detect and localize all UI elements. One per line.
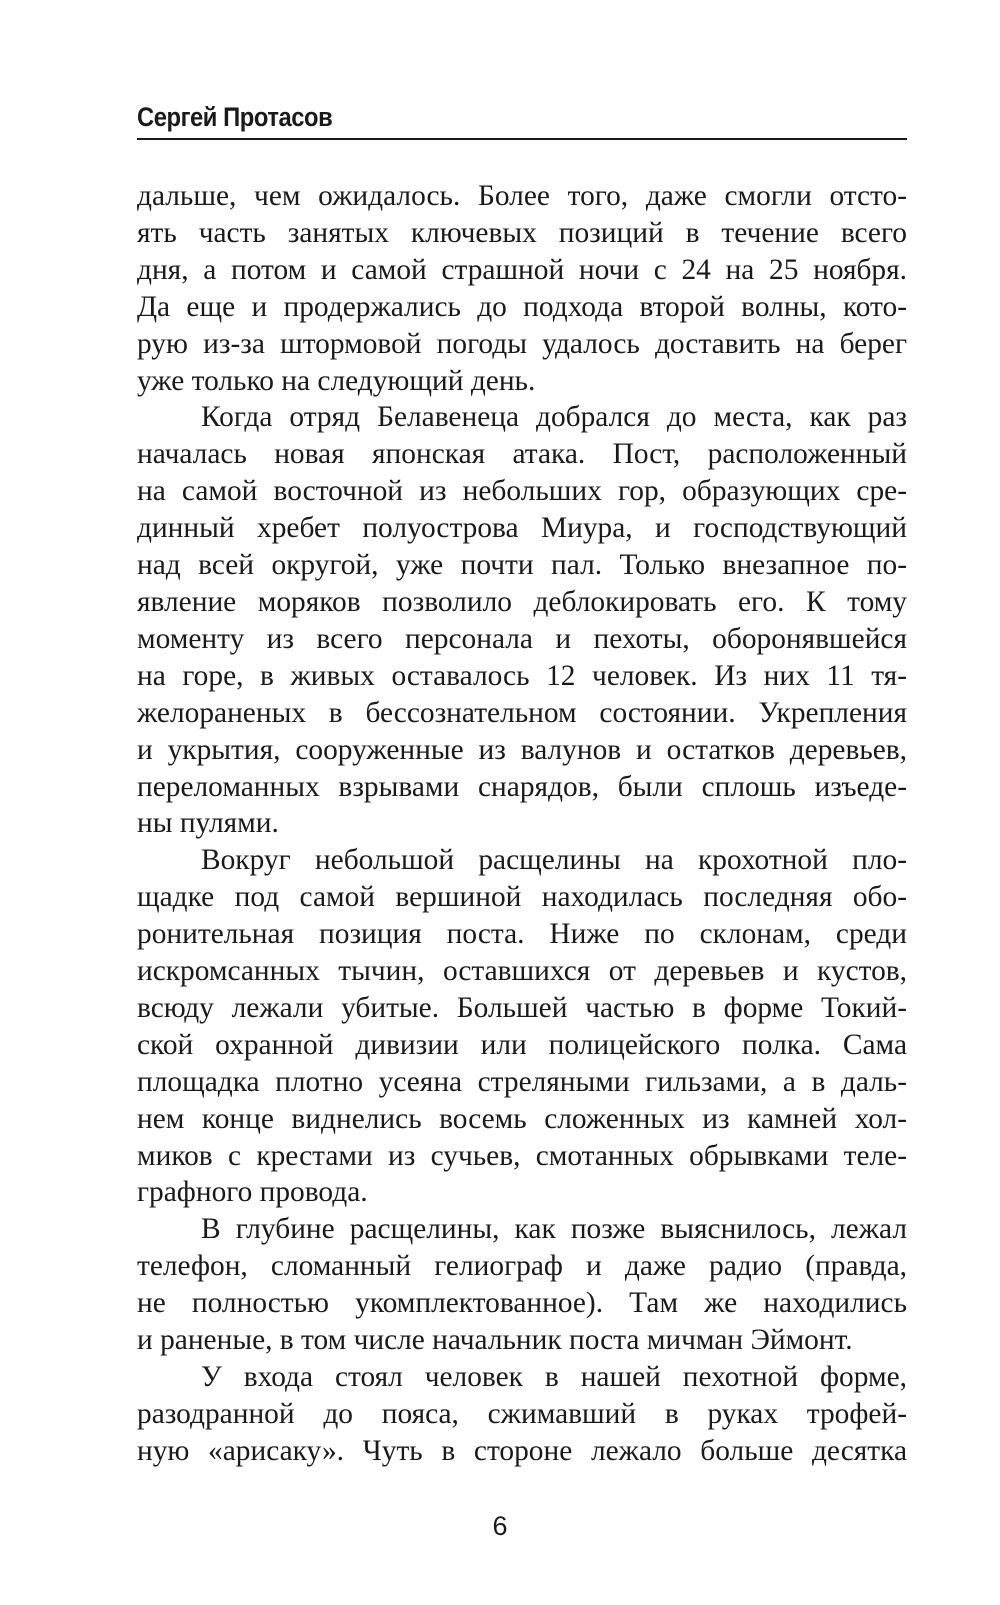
text-line: ную «арисаку». Чуть в стороне лежало больше десятка <box>137 1434 907 1467</box>
text-line: щадке под самой вершиной находилась последняя обо- <box>137 881 907 914</box>
text-line: Когда отряд Белавенеца добрался до места, как раз <box>201 401 907 434</box>
text-line: У входа стоял человек в нашей пехотной форме, <box>201 1361 907 1393</box>
paragraph-1 <box>137 178 907 399</box>
paragraph-3 <box>137 842 907 1211</box>
paragraph-2 <box>137 399 907 842</box>
text-line: на горе, в живых оставалось 12 человек. Из них 11 тя- <box>137 659 907 692</box>
text-line: началась новая японская атака. Пост, расположенный <box>137 438 907 471</box>
text-line: переломанных взрывами снарядов, были сплошь изъеде- <box>137 770 907 803</box>
page-number: 6 <box>492 1511 508 1541</box>
text-line: графного провода. <box>137 1176 368 1209</box>
text-line: дальше, чем ожидалось. Более того, даже смогли отсто- <box>137 180 907 212</box>
text-line: не полностью укомплектованное). Там же находились <box>137 1287 907 1320</box>
body-text <box>137 178 907 1470</box>
text-line: разодранной до пояса, сжимавший в руках трофей- <box>137 1397 907 1430</box>
text-line: и укрытия, сооруженные из валунов и остатков деревьев, <box>137 733 907 766</box>
text-line: В глубине расщелины, как позже выяснилось, лежал <box>201 1213 907 1246</box>
text-line: площадка плотно усеяна стреляными гильзами, а в даль- <box>137 1065 907 1098</box>
text-line: Да еще и продержались до подхода второй волны, кото- <box>137 290 907 323</box>
text-line: моменту из всего персонала и пехоты, оборонявшейся <box>137 622 907 655</box>
text-line: миков с крестами из сучьев, смотанных обрывками теле- <box>137 1139 907 1172</box>
text-line: и раненые, в том числе начальник поста мичман Эймонт. <box>137 1324 853 1357</box>
text-line: дня, а потом и самой страшной ночи с 24 на 25 ноября. <box>137 253 907 286</box>
text-line: Вокруг небольшой расщелины на крохотной пло- <box>201 844 907 877</box>
text-line: рую из-за штормовой погоды удалось доставить на берег <box>137 327 907 360</box>
text-line: телефон, сломанный гелиограф и даже радио (правда, <box>137 1250 907 1283</box>
paragraph-4 <box>137 1211 907 1359</box>
text-line: над всей округой, уже почти пал. Только внезапное по- <box>137 549 907 582</box>
text-line: желораненых в бессознательном состоянии. Укрепления <box>137 696 907 729</box>
author-name: Сергей Протасов <box>137 102 333 132</box>
header-rule <box>137 138 907 140</box>
text-line: искромсанных тычин, оставшихся от деревьев и кустов, <box>137 955 907 988</box>
text-line: динный хребет полуострова Миура, и господствующий <box>137 512 907 545</box>
text-line: ны пулями. <box>137 807 279 840</box>
text-line: ской охранной дивизии или полицейского полка. Сама <box>137 1028 907 1061</box>
text-line: ронительная позиция поста. Ниже по склонам, среди <box>137 918 907 951</box>
text-line: всюду лежали убитые. Большей частью в форме Токий- <box>137 991 907 1024</box>
text-line: ять часть занятых ключевых позиций в течение всего <box>137 216 907 249</box>
text-line: явление моряков позволило деблокировать его. К тому <box>137 585 907 618</box>
text-line: на самой восточной из небольших гор, образующих сре- <box>137 475 907 508</box>
running-header <box>137 100 907 134</box>
paragraph-5 <box>137 1359 907 1470</box>
text-line: уже только на следующий день. <box>137 364 536 397</box>
text-line: нем конце виднелись восемь сложенных из камней хол- <box>137 1102 907 1135</box>
